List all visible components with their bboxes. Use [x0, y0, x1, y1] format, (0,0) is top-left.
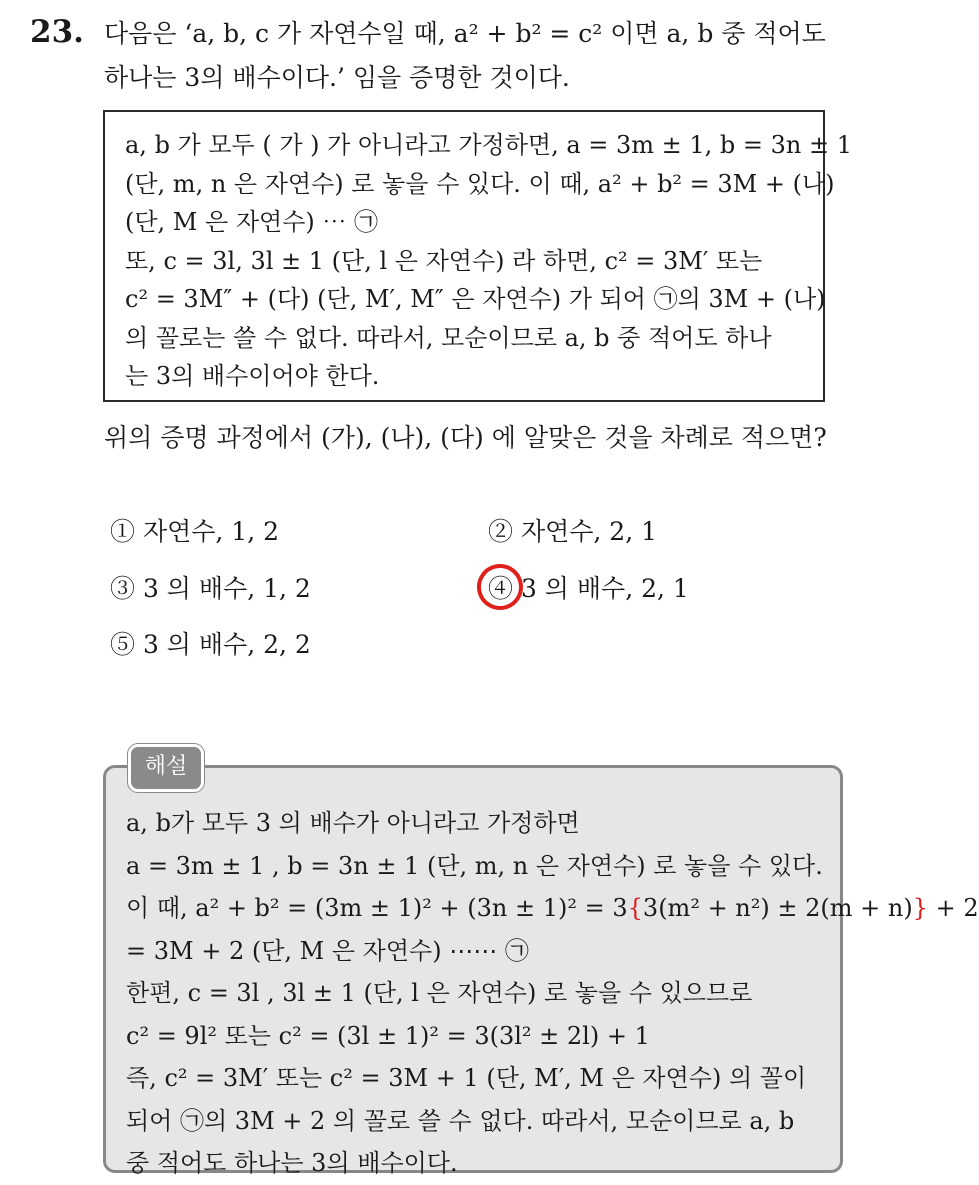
open-brace: { — [627, 894, 643, 922]
solution-box — [103, 765, 979, 1177]
solution-line — [126, 887, 979, 930]
proof-line: 의 꼴로는 쓸 수 없다. 따라서, 모순이므로 a, b 중 적어도 하나 — [125, 323, 772, 352]
choice-4[interactable]: ④ 3 의 배수, 2, 1 — [488, 574, 689, 603]
solution-line: a = 3m ± 1 , b = 3n ± 1 (단, m, n 은 자연수) 로 놓을 수 있다. — [126, 851, 823, 880]
solution-tab: 해설 — [128, 744, 204, 792]
proof-box — [103, 110, 853, 402]
solution-line: a, b가 모두 3 의 배수가 아니라고 가정하면 — [126, 809, 580, 837]
proof-line: a, b 가 모두 ( 가 ) 가 아니라고 가정하면, a = 3m ± 1, b = 3n ± 1 — [125, 131, 853, 159]
question-number: 23. — [30, 14, 84, 50]
solution-line: 되어 ㉠의 3M + 2 의 꼴로 쓸 수 없다. 따라서, 모순이므로 a, b — [126, 1106, 795, 1135]
choice-3[interactable]: ③ 3 의 배수, 1, 2 — [110, 574, 311, 603]
proof-line: (단, m, n 은 자연수) 로 놓을 수 있다. 이 때, a² + b² = 3M + (나) — [125, 169, 835, 198]
question-prompt: 위의 증명 과정에서 (가), (나), (다) 에 알맞은 것을 차례로 적으면? — [104, 423, 827, 452]
proof-line: 는 3의 배수이어야 한다. — [125, 362, 380, 390]
proof-line: c² = 3M″ + (다) (단, M′, M″ 은 자연수) 가 되어 ㉠의 3M + (나) — [125, 285, 826, 313]
solution-line: 한편, c = 3l , 3l ± 1 (단, l 은 자연수) 로 놓을 수 있으므로 — [126, 979, 753, 1007]
choice-2[interactable]: ② 자연수, 2, 1 — [488, 517, 657, 546]
proof-line: 또, c = 3l, 3l ± 1 (단, l 은 자연수) 라 하면, c² = 3M′ 또는 — [125, 246, 763, 275]
choice-1[interactable]: ① 자연수, 1, 2 — [110, 517, 279, 546]
stem-line: 다음은 ‘a, b, c 가 자연수일 때, a² + b² = c² 이면 a, b 중 적어도 — [104, 19, 826, 48]
solution-line: c² = 9l² 또는 c² = (3l ± 1)² = 3(3l² ± 2l) + 1 — [126, 1021, 650, 1050]
solution-line: = 3M + 2 (단, M 은 자연수) ⋯⋯ ㉠ — [126, 936, 529, 965]
solution-line3-post: + 2 — [927, 894, 979, 922]
proof-line: (단, M 은 자연수) ⋯ ㉠ — [125, 208, 378, 236]
choice-5[interactable]: ⑤ 3 의 배수, 2, 2 — [110, 630, 311, 659]
solution-text — [126, 802, 979, 1185]
close-brace: } — [912, 894, 928, 922]
proof-text — [125, 126, 852, 396]
solution-line: 즉, c² = 3M′ 또는 c² = 3M + 1 (단, M′, M 은 자연수) 의 꼴이 — [126, 1064, 807, 1092]
solution-line3-pre: 이 때, a² + b² = (3m ± 1)² + (3n ± 1)² = 3 — [126, 894, 628, 922]
question-stem — [104, 12, 864, 100]
solution-line: 중 적어도 하나는 3의 배수이다. — [126, 1149, 458, 1177]
solution-line3-mid: 3(m² + n²) ± 2(m + n) — [642, 894, 913, 922]
stem-line: 하나는 3의 배수이다.’ 임을 증명한 것이다. — [104, 63, 570, 92]
